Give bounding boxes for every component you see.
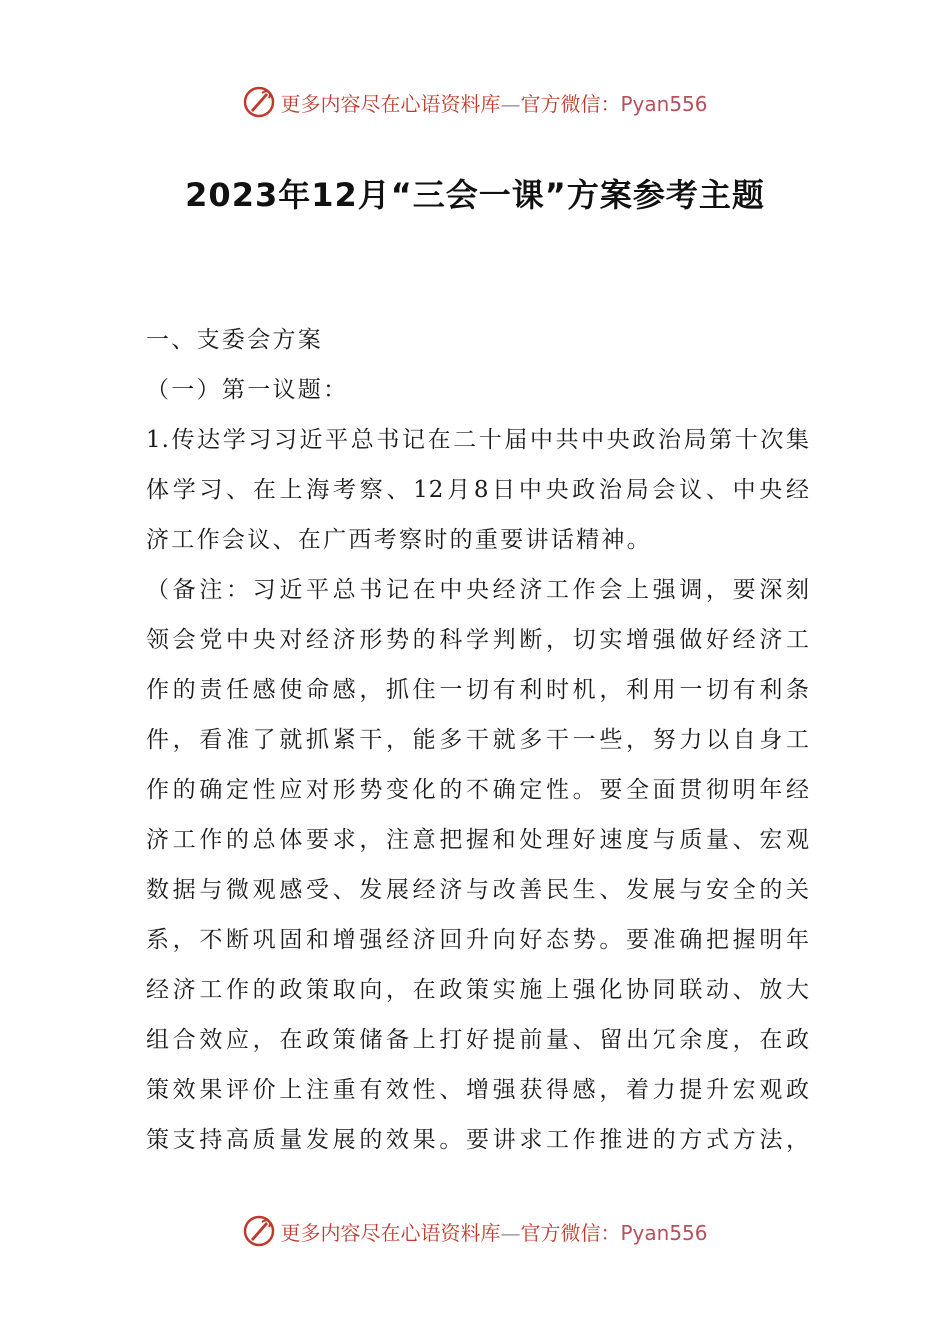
watermark-header [0, 82, 950, 122]
body-line: 作的责任感使命感，抓住一切有利时机，利用一切有利条 [146, 677, 810, 703]
body-line: 系，不断巩固和增强经济回升向好态势。要准确把握明年 [146, 927, 810, 953]
body-line: 策支持高质量发展的效果。要讲求工作推进的方式方法， [146, 1127, 810, 1153]
body-line: 领会党中央对经济形势的科学判断，切实增强做好经济工 [146, 627, 810, 653]
body-line: 经济工作的政策取向，在政策实施上强化协同联动、放大 [146, 977, 810, 1003]
watermark-wechat-id: Pyan556 [620, 91, 708, 116]
section-heading: 一、支委会方案 [146, 327, 324, 353]
body-line: 1.传达学习习近平总书记在二十届中共中央政治局第十次集 [146, 427, 810, 453]
body-line: 组合效应，在政策储备上打好提前量、留出冗余度，在政 [146, 1027, 810, 1053]
quill-logo-icon [242, 1214, 276, 1248]
body-line: 策效果评价上注重有效性、增强获得感，着力提升宏观政 [146, 1077, 810, 1103]
watermark-label: 官方微信： [520, 1220, 621, 1245]
watermark-footer [0, 1211, 950, 1251]
body-line: 济工作会议、在广西考察时的重要讲话精神。 [146, 527, 652, 553]
watermark-separator: — [500, 91, 521, 116]
watermark-text [280, 88, 707, 117]
body-line: 数据与微观感受、发展经济与改善民生、发展与安全的关 [146, 877, 810, 903]
body-line: （备注：习近平总书记在中央经济工作会上强调，要深刻 [146, 577, 810, 603]
document-title: 2023年12月“三会一课”方案参考主题 [185, 176, 765, 214]
body-line: 济工作的总体要求，注意把握和处理好速度与质量、宏观 [146, 827, 810, 853]
watermark-label: 官方微信： [520, 91, 621, 116]
body-line: 件，看准了就抓紧干，能多干就多干一些，努力以自身工 [146, 727, 810, 753]
document-body [146, 315, 810, 1165]
watermark-brand: 更多内容尽在心语资料库 [280, 91, 501, 116]
quill-logo-icon [242, 85, 276, 119]
body-line: 作的确定性应对形势变化的不确定性。要全面贯彻明年经 [146, 777, 810, 803]
watermark-brand: 更多内容尽在心语资料库 [280, 1220, 501, 1245]
subsection-heading: （一）第一议题： [146, 377, 349, 403]
watermark-text [280, 1217, 707, 1246]
watermark-wechat-id: Pyan556 [620, 1220, 708, 1245]
watermark-separator: — [500, 1220, 521, 1245]
body-line: 体学习、在上海考察、12月8日中央政治局会议、中央经 [146, 477, 810, 503]
